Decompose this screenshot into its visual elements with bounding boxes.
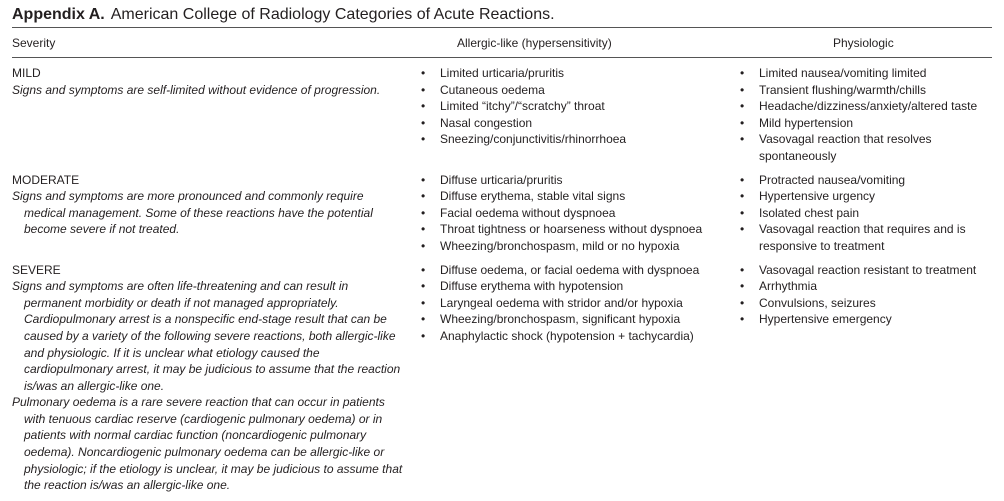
severity-description: Signs and symptoms are often life-threatening and can result in permanent morbidity or death if not managed appropriately. Cardiopulmonary arrest is a nonspecific end-stage result that can be caused by a variety of the following severe reactions, both allergic-like and physiologic. If it is unclear what etiology caused the cardiopulmonary arrest, it may be judicious to assume that the reaction is/was an allergic-like one.: [12, 279, 401, 393]
allergic-list: [421, 262, 740, 494]
severity-cell: [12, 172, 404, 255]
allergic-list: [421, 172, 740, 255]
severity-description: Signs and symptoms are self-limited without evidence of progression.: [12, 82, 381, 97]
severity-name: MODERATE: [12, 172, 80, 187]
physiologic-item: • Hypertensive urgency: [740, 188, 992, 205]
severity-name: MILD: [12, 66, 41, 80]
header-severity: Severity: [12, 36, 56, 50]
allergic-item: • Laryngeal oedema with stridor and/or hypoxia: [421, 295, 740, 312]
allergic-item: • Sneezing/conjunctivitis/rhinorrhoea: [421, 131, 740, 148]
physiologic-item: • Arrhythmia: [740, 278, 992, 295]
severity-row-mild: [0, 65, 1004, 165]
allergic-item: • Anaphylactic shock (hypotension + tachycardia): [421, 328, 740, 345]
severity-description: Pulmonary oedema is a rare severe reaction that can occur in patients with tenuous cardiac reserve (cardiogenic pulmonary oedema) or in patients with normal cardiac function (noncardiogenic pulmonary oedema). Noncardiogenic pulmonary oedema can be allergic-like or physiologic; if the etiology is unclear, it may be judicious to assume that the reaction is/was an allergic-like one.: [12, 395, 403, 493]
table-body: [0, 58, 1004, 494]
allergic-item: • Facial oedema without dyspnoea: [421, 205, 740, 222]
physiologic-list: [740, 65, 992, 165]
physiologic-item: • Vasovagal reaction that resolves spontaneously: [740, 131, 992, 164]
allergic-item: • Limited “itchy”/“scratchy” throat: [421, 98, 740, 115]
allergic-item: • Diffuse urticaria/pruritis: [421, 172, 740, 189]
allergic-item: • Nasal congestion: [421, 115, 740, 132]
allergic-item: • Diffuse oedema, or facial oedema with dyspnoea: [421, 262, 740, 279]
allergic-item: • Wheezing/bronchospasm, mild or no hypoxia: [421, 238, 740, 255]
physiologic-item: • Headache/dizziness/anxiety/altered taste: [740, 98, 992, 115]
physiologic-list: [740, 262, 992, 494]
allergic-item: • Throat tightness or hoarseness without dyspnoea: [421, 221, 740, 238]
severity-row-moderate: [0, 172, 1004, 255]
header-row: [0, 28, 1004, 57]
physiologic-item: • Hypertensive emergency: [740, 311, 992, 328]
physiologic-item: • Transient flushing/warmth/chills: [740, 82, 992, 99]
physiologic-item: • Isolated chest pain: [740, 205, 992, 222]
severity-row-severe: [0, 262, 1004, 494]
header-physiologic: Physiologic: [833, 36, 894, 50]
allergic-item: • Diffuse erythema, stable vital signs: [421, 188, 740, 205]
physiologic-item: • Limited nausea/vomiting limited: [740, 65, 992, 82]
physiologic-item: • Protracted nausea/vomiting: [740, 172, 992, 189]
physiologic-item: • Mild hypertension: [740, 115, 992, 132]
severity-name: SEVERE: [12, 262, 61, 277]
physiologic-list: [740, 172, 992, 255]
header-allergic: Allergic-like (hypersensitivity): [457, 36, 612, 50]
severity-cell: [12, 262, 404, 494]
severity-cell: [12, 65, 404, 165]
table-title: [0, 0, 1004, 27]
allergic-item: • Cutaneous oedema: [421, 82, 740, 99]
physiologic-item: • Vasovagal reaction resistant to treatment: [740, 262, 992, 279]
severity-description: Signs and symptoms are more pronounced and commonly require medical management. Some of these reactions have the potential become severe if not treated.: [12, 189, 373, 237]
allergic-list: [421, 65, 740, 165]
allergic-item: • Wheezing/bronchospasm, significant hypoxia: [421, 311, 740, 328]
allergic-item: • Limited urticaria/pruritis: [421, 65, 740, 82]
physiologic-item: • Vasovagal reaction that requires and is responsive to treatment: [740, 221, 992, 254]
title-label: Appendix A.: [12, 6, 105, 23]
physiologic-item: • Convulsions, seizures: [740, 295, 992, 312]
allergic-item: • Diffuse erythema with hypotension: [421, 278, 740, 295]
title-text: American College of Radiology Categories of Acute Reactions.: [110, 6, 555, 23]
